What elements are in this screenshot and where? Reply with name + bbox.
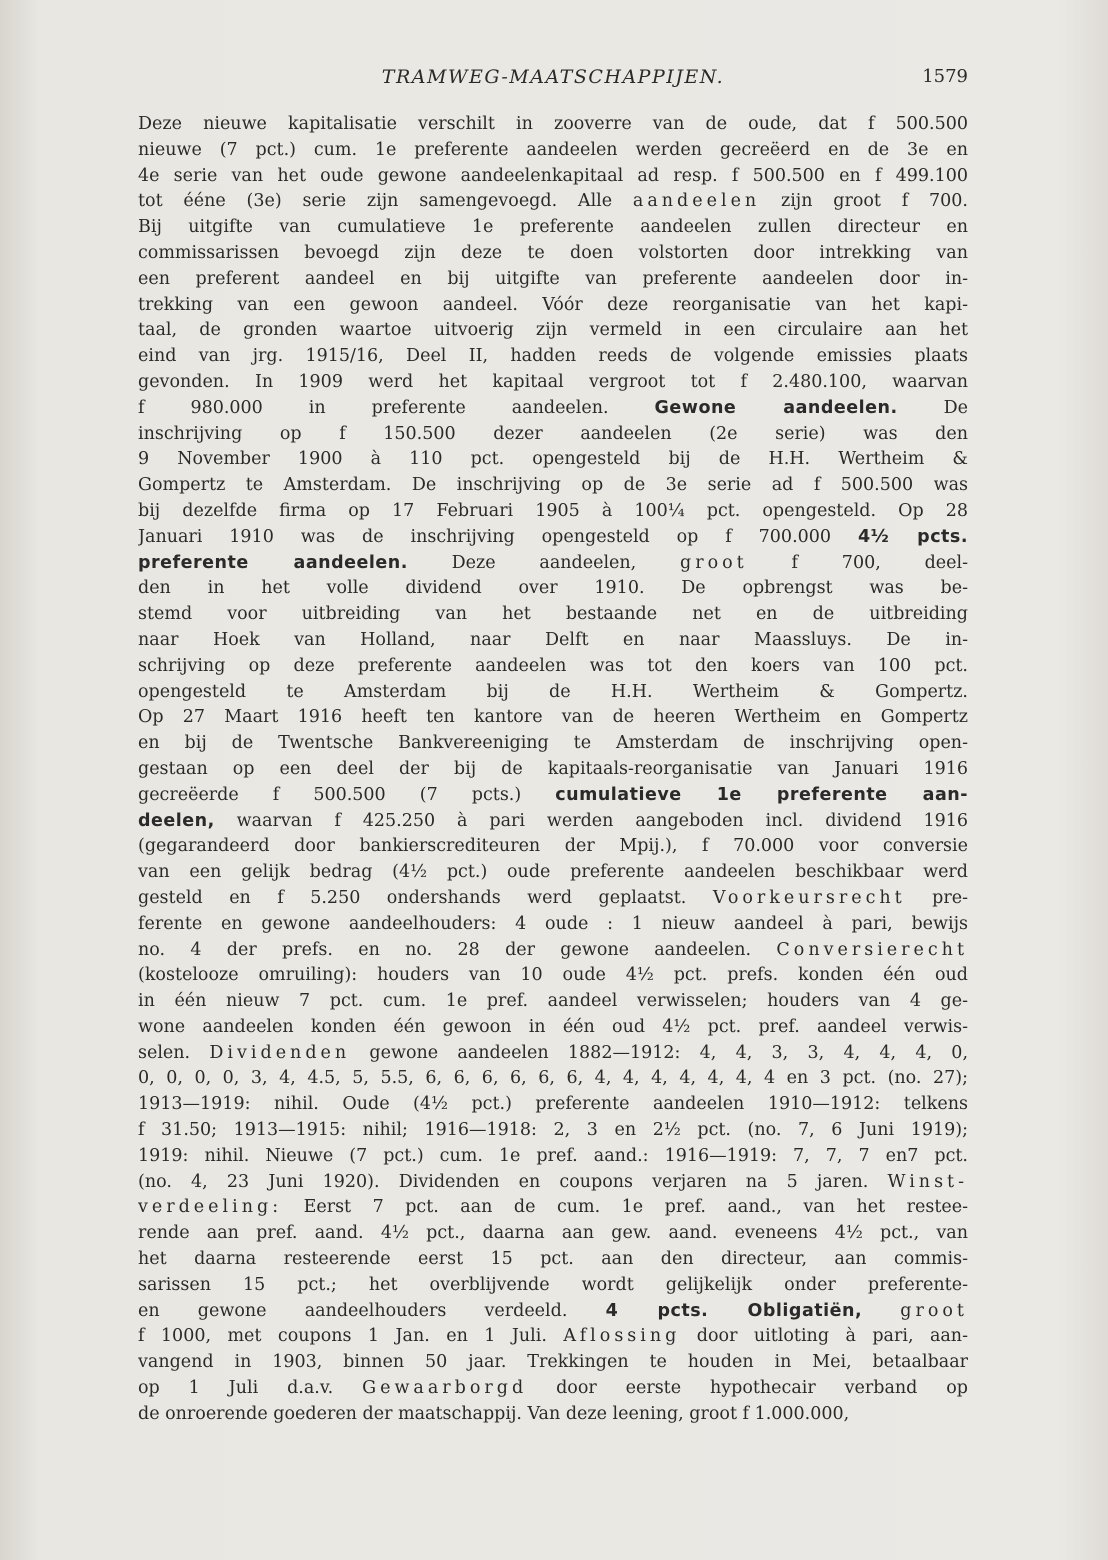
text-segment: inschrijving op f 150.500 dezer aandeelen (2e serie) was den (138, 423, 968, 444)
spaced-term: Aflossing (563, 1326, 681, 1347)
text-line (138, 834, 968, 860)
text-segment: het daarna resteerende eerst 15 pct. aan den directeur, aan commis- (138, 1249, 968, 1270)
text-line (138, 989, 968, 1015)
text-segment: stemd voor uitbreiding van het bestaande net en de uitbreiding (138, 604, 968, 625)
text-segment: commissarissen bevoegd zijn deze te doen volstorten door intrekking van (138, 242, 968, 263)
spaced-term: Dividenden (209, 1042, 351, 1063)
bold-term: Gewone aandeelen. (654, 397, 898, 418)
text-line (138, 499, 968, 525)
text-line (138, 525, 968, 551)
page-header (138, 66, 968, 96)
text-segment: 1919: nihil. Nieuwe (7 pct.) cum. 1e pref. aand.: 1916—1919: 7, 7, 7 en7 pct. (138, 1145, 968, 1166)
text-segment: gesteld en f 5.250 ondershands werd geplaatst. (138, 887, 713, 908)
text-segment: den in het volle dividend over 1910. De opbrengst was be- (138, 578, 968, 599)
text-segment: f 980.000 in preferente aandeelen. (138, 397, 655, 418)
text-segment: selen. (138, 1042, 210, 1063)
text-line (138, 1195, 968, 1221)
text-segment: no. 4 der prefs. en no. 28 der gewone aandeelen. (138, 939, 777, 960)
text-segment: pre- (905, 887, 968, 908)
text-segment: (gegarandeerd door bankierscrediteuren der Mpij.), f 70.000 voor conversie (138, 836, 968, 857)
bold-term: 4½ pcts. (857, 526, 968, 547)
text-segment: bij dezelfde firma op 17 Februari 1905 à 100¼ pct. opengesteld. Op 28 (138, 500, 968, 521)
running-title: TRAMWEG-MAATSCHAPPIJEN. (381, 66, 725, 88)
bold-term: 4 pcts. Obligatiën, (605, 1300, 863, 1321)
text-line (138, 1324, 968, 1350)
text-segment: door eerste hypothecair verband op (527, 1378, 968, 1399)
text-line (138, 112, 968, 138)
text-segment: Eerst 7 pct. aan de cum. 1e pref. aand., van het restee- (282, 1197, 968, 1218)
text-line (138, 602, 968, 628)
text-line (138, 576, 968, 602)
text-line (138, 912, 968, 938)
text-line (138, 1247, 968, 1273)
spaced-term: verdeeling: (138, 1197, 283, 1218)
text-segment: vangend in 1903, binnen 50 jaar. Trekkingen te houden in Mei, betaalbaar (138, 1352, 968, 1373)
text-segment: f 700, deel- (747, 552, 968, 573)
text-segment: Op 27 Maart 1916 heeft ten kantore van de heeren Wertheim en Gompertz (138, 707, 968, 728)
spaced-term: Conversierecht (776, 939, 968, 960)
text-segment: f 31.50; 1913—1915: nihil; 1916—1918: 2, 3 en 2½ pct. (no. 7, 6 Juni 1919); (138, 1120, 968, 1141)
text-segment: een preferent aandeel en bij uitgifte van preferente aandeelen door in- (138, 268, 968, 289)
text-line (138, 1118, 968, 1144)
text-segment: op 1 Juli d.a.v. (138, 1378, 363, 1399)
text-line (138, 860, 968, 886)
text-segment: De (897, 397, 968, 418)
text-segment: zijn groot f 700. (760, 191, 968, 212)
text-segment: de onroerende goederen der maatschappij. Van deze leening, groot f 1.000.000, (138, 1403, 850, 1424)
text-segment: 1913—1919: nihil. Oude (4½ pct.) preferente aandeelen 1910—1912: telkens (138, 1094, 968, 1115)
text-segment: en bij de Twentsche Bankvereeniging te Amsterdam de inschrijving open- (138, 733, 968, 754)
spaced-term: aandeelen (632, 191, 761, 212)
text-segment: tot ééne (3e) serie zijn samengevoegd. Alle (138, 191, 633, 212)
text-line (138, 422, 968, 448)
text-segment: in één nieuw 7 pct. cum. 1e pref. aandeel verwisselen; houders van 4 ge- (138, 991, 968, 1012)
text-segment: taal, de gronden waartoe uitvoerig zijn vermeld in een circulaire aan het (138, 320, 968, 341)
text-segment: 9 November 1900 à 110 pct. opengesteld bij de H.H. Wertheim & (138, 449, 968, 470)
text-segment: gewone aandeelen 1882—1912: 4, 4, 3, 3, 4, 4, 4, 0, (350, 1042, 968, 1063)
text-line (138, 1066, 968, 1092)
text-line (138, 267, 968, 293)
text-line (138, 189, 968, 215)
text-segment: Deze nieuwe kapitalisatie verschilt in zooverre van de oude, dat f 500.500 (138, 114, 968, 134)
text-segment: schrijving op deze preferente aandeelen was tot den koers van 100 pct. (138, 655, 968, 676)
text-segment: opengesteld te Amsterdam bij de H.H. Wertheim & Gompertz. (138, 681, 968, 702)
text-line (138, 680, 968, 706)
spaced-term: groot (900, 1300, 968, 1321)
text-segment: 4e serie van het oude gewone aandeelenkapitaal ad resp. f 500.500 en f 499.100 (138, 165, 968, 186)
bold-term: preferente aandeelen. (138, 552, 408, 573)
text-line (138, 1144, 968, 1170)
text-segment: Deze aandeelen, (407, 552, 681, 573)
text-segment: Bij uitgifte van cumulatieve 1e preferente aandeelen zullen directeur en (138, 217, 968, 238)
text-line (138, 705, 968, 731)
text-segment: trekking van een gewoon aandeel. Vóór deze reorganisatie van het kapi- (138, 294, 968, 315)
text-line (138, 215, 968, 241)
text-segment: Gompertz te Amsterdam. De inschrijving op de 3e serie ad f 500.500 was (138, 475, 968, 496)
text-line (138, 473, 968, 499)
text-segment: gecreëerde f 500.500 (7 pcts.) (138, 784, 556, 805)
text-segment: wone aandeelen konden één gewoon in één oud 4½ pct. pref. aandeel verwis- (138, 1016, 968, 1037)
text-line (138, 1221, 968, 1247)
text-segment: 0, 0, 0, 0, 3, 4, 4.5, 5, 5.5, 6, 6, 6, 6, 6, 6, 4, 4, 4, 4, 4, 4, 4 en 3 pct. (no. 27); (138, 1068, 968, 1089)
text-line (138, 396, 968, 422)
text-line (138, 293, 968, 319)
bold-term: cumulatieve 1e preferente aan- (555, 784, 968, 805)
text-segment: nieuwe (7 pct.) cum. 1e preferente aandeelen werden gecreëerd en de 3e en (138, 139, 968, 160)
text-segment: van een gelijk bedrag (4½ pct.) oude preferente aandeelen beschikbaar werd (138, 862, 968, 883)
text-line (138, 886, 968, 912)
text-line (138, 1350, 968, 1376)
spaced-term: groot (680, 552, 748, 573)
text-line (138, 1376, 968, 1402)
text-segment: en gewone aandeelhouders verdeeld. (138, 1300, 606, 1321)
text-line (138, 1402, 968, 1428)
text-segment: eind van jrg. 1915/16, Deel II, hadden reeds de volgende emissies plaats (138, 346, 968, 367)
text-line (138, 1273, 968, 1299)
text-segment: naar Hoek van Holland, naar Delft en naar Maassluys. De in- (138, 629, 968, 650)
page-number: 1579 (922, 66, 968, 87)
text-line (138, 809, 968, 835)
text-segment: (kostelooze omruiling): houders van 10 oude 4½ pct. prefs. konden één oud (138, 965, 968, 986)
text-line (138, 1092, 968, 1118)
text-line (138, 164, 968, 190)
text-segment: sarissen 15 pct.; het overblijvende wordt gelijkelijk onder preferente- (138, 1274, 968, 1295)
spaced-term: Voorkeursrecht (712, 887, 906, 908)
text-segment: (no. 4, 23 Juni 1920). Dividenden en coupons verjaren na 5 jaren. (138, 1171, 888, 1192)
text-line (138, 1015, 968, 1041)
text-segment: door uitloting à pari, aan- (680, 1326, 968, 1347)
text-line (138, 963, 968, 989)
text-line (138, 938, 968, 964)
text-line (138, 318, 968, 344)
text-segment: Januari 1910 was de inschrijving opengesteld op f 700.000 (138, 526, 858, 547)
text-line (138, 731, 968, 757)
text-segment: rende aan pref. aand. 4½ pct., daarna aan gew. aand. eveneens 4½ pct., van (138, 1223, 968, 1244)
text-line (138, 1170, 968, 1196)
text-line (138, 654, 968, 680)
text-line (138, 370, 968, 396)
text-line (138, 447, 968, 473)
text-line (138, 344, 968, 370)
text-line (138, 757, 968, 783)
text-segment: gevonden. In 1909 werd het kapitaal vergroot tot f 2.480.100, waarvan (138, 371, 968, 392)
text-line (138, 1299, 968, 1325)
text-segment (862, 1301, 900, 1321)
bold-term: deelen, (138, 810, 215, 831)
text-line (138, 628, 968, 654)
text-segment: f 1000, met coupons 1 Jan. en 1 Juli. (138, 1326, 564, 1347)
body-text (138, 112, 968, 1428)
text-segment: waarvan f 425.250 à pari werden aangeboden incl. dividend 1916 (214, 810, 968, 831)
text-segment: gestaan op een deel der bij de kapitaals-reorganisatie van Januari 1916 (138, 758, 968, 779)
text-line (138, 138, 968, 164)
text-segment: ferente en gewone aandeelhouders: 4 oude : 1 nieuw aandeel à pari, bewijs (138, 913, 968, 934)
text-line (138, 241, 968, 267)
text-line (138, 1041, 968, 1067)
text-line (138, 783, 968, 809)
spaced-term: Gewaarborgd (362, 1378, 528, 1399)
spaced-term: Winst- (887, 1171, 968, 1192)
text-line (138, 551, 968, 577)
